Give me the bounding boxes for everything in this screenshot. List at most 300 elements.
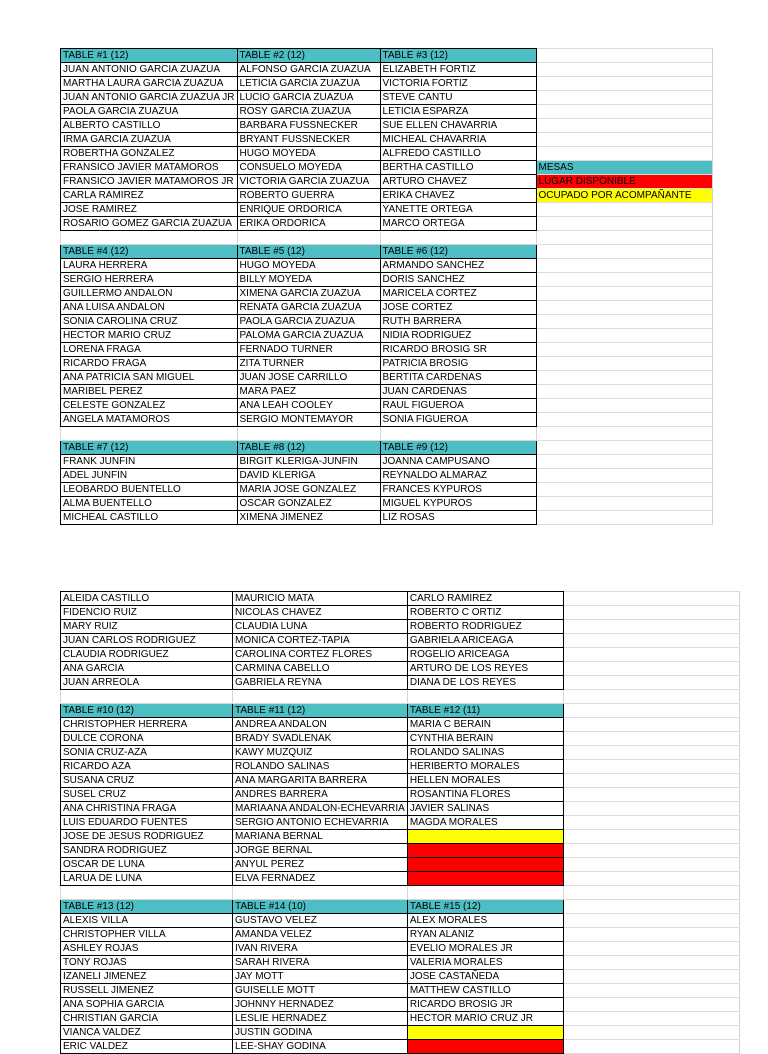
guest-row [61, 147, 713, 161]
guest-row [61, 1026, 740, 1040]
empty-cell[interactable] [536, 469, 712, 483]
guest-cell[interactable]: PALOMA GARCIA ZUAZUA [237, 329, 380, 343]
guest-cell[interactable]: ERIC VALDEZ [61, 1040, 233, 1054]
empty-cell[interactable] [563, 942, 739, 956]
table-header-row [61, 441, 713, 455]
guest-cell[interactable]: STEVE CANTU [380, 91, 536, 105]
guest-cell[interactable]: ALEX MORALES [407, 914, 563, 928]
guest-row [61, 746, 740, 760]
guest-cell[interactable]: ADEL JUNFIN [61, 469, 238, 483]
guest-cell[interactable] [407, 1040, 563, 1054]
guest-row [61, 592, 740, 606]
guest-cell[interactable]: CYNTHIA BERAIN [407, 732, 563, 746]
guest-cell[interactable]: OSCAR DE LUNA [61, 858, 233, 872]
table-header-cell[interactable]: TABLE #13 (12) [61, 900, 233, 914]
guest-cell[interactable]: SARAH RIVERA [233, 956, 408, 970]
guest-cell[interactable]: JOSE CORTEZ [380, 301, 536, 315]
guest-cell[interactable] [407, 1026, 563, 1040]
guest-cell[interactable]: JOHNNY HERNADEZ [233, 998, 408, 1012]
empty-cell[interactable] [380, 427, 536, 441]
empty-cell[interactable] [407, 690, 563, 704]
empty-cell[interactable] [536, 399, 712, 413]
table-header-cell[interactable]: TABLE #7 (12) [61, 441, 238, 455]
guest-row [61, 816, 740, 830]
empty-cell[interactable] [563, 802, 739, 816]
guest-cell[interactable]: ALFONSO GARCIA ZUAZUA [237, 63, 380, 77]
empty-cell[interactable] [563, 984, 739, 998]
empty-cell[interactable] [563, 998, 739, 1012]
empty-cell[interactable] [536, 91, 712, 105]
guest-cell[interactable]: CLAUDIA LUNA [233, 620, 408, 634]
guest-cell[interactable]: JORGE BERNAL [233, 844, 408, 858]
guest-row [61, 718, 740, 732]
table-header-row [61, 245, 713, 259]
guest-cell[interactable]: FRANSICO JAVIER MATAMOROS JR [61, 175, 238, 189]
guest-cell[interactable]: LARUA DE LUNA [61, 872, 233, 886]
guest-cell[interactable]: SONIA CRUZ-AZA [61, 746, 233, 760]
guest-cell[interactable]: JUAN CARLOS RODRIGUEZ [61, 634, 233, 648]
guest-row [61, 774, 740, 788]
guest-cell[interactable]: RICARDO BROSIG JR [407, 998, 563, 1012]
guest-row [61, 315, 713, 329]
guest-cell[interactable]: ROLANDO SALINAS [407, 746, 563, 760]
empty-cell[interactable] [563, 592, 739, 606]
empty-cell[interactable] [563, 816, 739, 830]
guest-cell[interactable]: ERIKA CHAVEZ [380, 189, 536, 203]
guest-cell[interactable]: CARMINA CABELLO [233, 662, 408, 676]
guest-cell[interactable]: FRANSICO JAVIER MATAMOROS [61, 161, 238, 175]
empty-cell[interactable] [536, 231, 712, 245]
guest-cell[interactable]: ENRIQUE ORDORICA [237, 203, 380, 217]
guest-cell[interactable]: GUILLERMO ANDALON [61, 287, 238, 301]
guest-cell[interactable]: HERIBERTO MORALES [407, 760, 563, 774]
guest-cell[interactable]: CHRISTIAN GARCIA [61, 1012, 233, 1026]
guest-cell[interactable]: EVELIO MORALES JR [407, 942, 563, 956]
empty-cell[interactable] [563, 970, 739, 984]
table-header-cell[interactable]: TABLE #8 (12) [237, 441, 380, 455]
empty-cell[interactable] [536, 147, 712, 161]
guest-cell[interactable]: CLAUDIA RODRIGUEZ [61, 648, 233, 662]
guest-cell[interactable]: ARTURO CHAVEZ [380, 175, 536, 189]
guest-cell[interactable]: SUSANA CRUZ [61, 774, 233, 788]
guest-cell[interactable]: FRANK JUNFIN [61, 455, 238, 469]
empty-cell[interactable] [536, 259, 712, 273]
guest-cell[interactable]: ALEXIS VILLA [61, 914, 233, 928]
guest-cell[interactable]: MARA PAEZ [237, 385, 380, 399]
guest-cell[interactable]: XIMENA JIMENEZ [237, 511, 380, 525]
guest-cell[interactable]: ALEIDA CASTILLO [61, 592, 233, 606]
empty-cell[interactable] [563, 774, 739, 788]
empty-cell[interactable] [563, 886, 739, 900]
guest-cell[interactable]: BERTHA CASTILLO [380, 161, 536, 175]
guest-cell[interactable]: GABRIELA ARICEAGA [407, 634, 563, 648]
guest-cell[interactable]: CARLA RAMIREZ [61, 189, 238, 203]
table-header-row [61, 704, 740, 718]
guest-cell[interactable]: MIGUEL KYPUROS [380, 497, 536, 511]
guest-cell[interactable]: CAROLINA CORTEZ FLORES [233, 648, 408, 662]
guest-cell[interactable]: MARCO ORTEGA [380, 217, 536, 231]
empty-cell[interactable] [563, 1026, 739, 1040]
guest-cell[interactable]: REYNALDO ALMARAZ [380, 469, 536, 483]
guest-cell[interactable]: ELIZABETH FORTIZ [380, 63, 536, 77]
guest-cell[interactable]: JOSE RAMIREZ [61, 203, 238, 217]
empty-cell[interactable] [563, 928, 739, 942]
empty-cell[interactable] [563, 606, 739, 620]
guest-cell[interactable]: VALERIA MORALES [407, 956, 563, 970]
guest-cell[interactable]: ROBERTO GUERRA [237, 189, 380, 203]
guest-row [61, 606, 740, 620]
guest-row [61, 343, 713, 357]
empty-cell[interactable] [237, 427, 380, 441]
empty-cell[interactable] [536, 427, 712, 441]
guest-cell[interactable]: SANDRA RODRIGUEZ [61, 844, 233, 858]
table-header-cell[interactable]: TABLE #5 (12) [237, 245, 380, 259]
guest-cell[interactable]: ALMA BUENTELLO [61, 497, 238, 511]
spacer-row [61, 886, 740, 900]
guest-cell[interactable]: ALFREDO CASTILLO [380, 147, 536, 161]
guest-cell[interactable]: PATRICIA BROSIG [380, 357, 536, 371]
guest-cell[interactable]: DULCE CORONA [61, 732, 233, 746]
guest-cell[interactable]: AMANDA VELEZ [233, 928, 408, 942]
guest-cell[interactable]: RAUL FIGUEROA [380, 399, 536, 413]
guest-cell[interactable]: DORIS SANCHEZ [380, 273, 536, 287]
guest-cell[interactable]: DAVID KLERIGA [237, 469, 380, 483]
guest-cell[interactable]: PAOLA GARCIA ZUAZUA [237, 315, 380, 329]
guest-cell[interactable]: ROBERTHA GONZALEZ [61, 147, 238, 161]
guest-row [61, 732, 740, 746]
table-header-cell[interactable]: TABLE #1 (12) [61, 49, 238, 63]
guest-cell[interactable]: ANDRES BARRERA [233, 788, 408, 802]
guest-cell[interactable] [407, 844, 563, 858]
guest-cell[interactable]: SUSEL CRUZ [61, 788, 233, 802]
guest-cell[interactable]: MAURICIO MATA [233, 592, 408, 606]
guest-cell[interactable]: MARIA C BERAIN [407, 718, 563, 732]
empty-cell[interactable] [536, 413, 712, 427]
legend-title[interactable]: MESAS [536, 161, 712, 175]
empty-cell[interactable] [233, 886, 408, 900]
table-header-cell[interactable]: TABLE #9 (12) [380, 441, 536, 455]
guest-cell[interactable]: RYAN ALANIZ [407, 928, 563, 942]
guest-cell[interactable]: CELESTE GONZALEZ [61, 399, 238, 413]
guest-cell[interactable]: MATTHEW CASTILLO [407, 984, 563, 998]
empty-cell[interactable] [536, 301, 712, 315]
guest-cell[interactable]: ANA MARGARITA BARRERA [233, 774, 408, 788]
table-header-cell[interactable]: TABLE #15 (12) [407, 900, 563, 914]
guest-cell[interactable]: FERNADO TURNER [237, 343, 380, 357]
guest-cell[interactable]: MICHEAL CHAVARRIA [380, 133, 536, 147]
guest-cell[interactable]: ANA GARCIA [61, 662, 233, 676]
guest-cell[interactable]: RUTH BARRERA [380, 315, 536, 329]
guest-cell[interactable]: LETICIA GARCIA ZUAZUA [237, 77, 380, 91]
guest-cell[interactable]: HECTOR MARIO CRUZ [61, 329, 238, 343]
empty-cell[interactable] [563, 634, 739, 648]
empty-cell[interactable] [536, 441, 712, 455]
table-header-cell[interactable]: TABLE #6 (12) [380, 245, 536, 259]
empty-cell[interactable] [563, 746, 739, 760]
empty-cell[interactable] [536, 217, 712, 231]
empty-cell[interactable] [563, 914, 739, 928]
guest-cell[interactable]: ERIKA ORDORICA [237, 217, 380, 231]
table-header-cell[interactable]: TABLE #10 (12) [61, 704, 233, 718]
guest-cell[interactable]: CHRISTOPHER VILLA [61, 928, 233, 942]
guest-cell[interactable]: MARTHA LAURA GARCIA ZUAZUA [61, 77, 238, 91]
guest-cell[interactable]: RUSSELL JIMENEZ [61, 984, 233, 998]
empty-cell[interactable] [536, 497, 712, 511]
guest-cell[interactable]: SUE ELLEN CHAVARRIA [380, 119, 536, 133]
guest-cell[interactable]: ROBERTO RODRIGUEZ [407, 620, 563, 634]
guest-cell[interactable]: RENATA GARCIA ZUAZUA [237, 301, 380, 315]
empty-cell[interactable] [563, 690, 739, 704]
guest-cell[interactable]: KAWY MUZQUIZ [233, 746, 408, 760]
guest-cell[interactable]: MAGDA MORALES [407, 816, 563, 830]
table-header-cell[interactable]: TABLE #2 (12) [237, 49, 380, 63]
empty-cell[interactable] [563, 704, 739, 718]
guest-cell[interactable]: ROBERTO C ORTIZ [407, 606, 563, 620]
guest-cell[interactable]: ROSY GARCIA ZUAZUA [237, 105, 380, 119]
guest-cell[interactable]: JOSE DE JESUS RODRIGUEZ [61, 830, 233, 844]
guest-cell[interactable]: ROSARIO GOMEZ GARCIA ZUAZUA [61, 217, 238, 231]
guest-cell[interactable]: NICOLAS CHAVEZ [233, 606, 408, 620]
guest-cell[interactable]: VICTORIA GARCIA ZUAZUA [237, 175, 380, 189]
empty-cell[interactable] [563, 620, 739, 634]
guest-cell[interactable]: CARLO RAMIREZ [407, 592, 563, 606]
guest-cell[interactable]: LETICIA ESPARZA [380, 105, 536, 119]
guest-cell[interactable]: MICHEAL CASTILLO [61, 511, 238, 525]
empty-cell[interactable] [563, 872, 739, 886]
guest-cell[interactable]: JAY MOTT [233, 970, 408, 984]
empty-cell[interactable] [536, 273, 712, 287]
guest-row [61, 273, 713, 287]
guest-cell[interactable]: MARIA JOSE GONZALEZ [237, 483, 380, 497]
guest-cell[interactable]: HECTOR MARIO CRUZ JR [407, 1012, 563, 1026]
empty-cell[interactable] [233, 690, 408, 704]
guest-cell[interactable] [407, 830, 563, 844]
guest-cell[interactable]: BILLY MOYEDA [237, 273, 380, 287]
empty-cell[interactable] [563, 662, 739, 676]
guest-cell[interactable]: NIDIA RODRIGUEZ [380, 329, 536, 343]
guest-row [61, 217, 713, 231]
guest-cell[interactable]: ROGELIO ARICEAGA [407, 648, 563, 662]
guest-cell[interactable]: LAURA HERRERA [61, 259, 238, 273]
empty-cell[interactable] [536, 105, 712, 119]
guest-row [61, 77, 713, 91]
guest-cell[interactable]: ROLANDO SALINAS [233, 760, 408, 774]
guest-cell[interactable] [407, 872, 563, 886]
table-header-cell[interactable]: TABLE #4 (12) [61, 245, 238, 259]
empty-cell[interactable] [536, 63, 712, 77]
guest-cell[interactable]: MARIAANA ANDALON-ECHEVARRIA [233, 802, 408, 816]
guest-cell[interactable]: RICARDO AZA [61, 760, 233, 774]
guest-cell[interactable]: IVAN RIVERA [233, 942, 408, 956]
empty-cell[interactable] [563, 956, 739, 970]
empty-cell[interactable] [563, 1012, 739, 1026]
guest-cell[interactable] [407, 858, 563, 872]
guest-cell[interactable]: GABRIELA REYNA [233, 676, 408, 690]
table-header-cell[interactable]: TABLE #3 (12) [380, 49, 536, 63]
empty-cell[interactable] [563, 732, 739, 746]
guest-cell[interactable]: ARMANDO SANCHEZ [380, 259, 536, 273]
guest-cell[interactable]: MARIBEL PEREZ [61, 385, 238, 399]
guest-cell[interactable]: LIZ ROSAS [380, 511, 536, 525]
empty-cell[interactable] [536, 119, 712, 133]
guest-cell[interactable]: ANA SOPHIA GARCIA [61, 998, 233, 1012]
guest-cell[interactable]: ASHLEY ROJAS [61, 942, 233, 956]
empty-cell[interactable] [536, 245, 712, 259]
guest-cell[interactable]: VIANCA VALDEZ [61, 1026, 233, 1040]
empty-cell[interactable] [380, 231, 536, 245]
guest-cell[interactable]: ANA CHRISTINA FRAGA [61, 802, 233, 816]
guest-cell[interactable]: ANA PATRICIA SAN MIGUEL [61, 371, 238, 385]
guest-cell[interactable]: SONIA CAROLINA CRUZ [61, 315, 238, 329]
guest-cell[interactable]: LEE-SHAY GODINA [233, 1040, 408, 1054]
guest-cell[interactable]: ANGELA MATAMOROS [61, 413, 238, 427]
guest-row [61, 1012, 740, 1026]
guest-cell[interactable]: MARIANA BERNAL [233, 830, 408, 844]
guest-cell[interactable]: BRYANT FUSSNECKER [237, 133, 380, 147]
guest-cell[interactable]: JOSE CASTAÑEDA [407, 970, 563, 984]
guest-cell[interactable]: JUAN JOSE CARRILLO [237, 371, 380, 385]
guest-cell[interactable]: LORENA FRAGA [61, 343, 238, 357]
empty-cell[interactable] [61, 690, 233, 704]
guest-cell[interactable]: LUIS EDUARDO FUENTES [61, 816, 233, 830]
empty-cell[interactable] [563, 676, 739, 690]
legend-available[interactable]: LUGAR DISPONIBLE [536, 175, 712, 189]
guest-cell[interactable]: JUAN ANTONIO GARCIA ZUAZUA [61, 63, 238, 77]
empty-cell[interactable] [61, 231, 238, 245]
guest-cell[interactable]: LEOBARDO BUENTELLO [61, 483, 238, 497]
guest-cell[interactable]: MARICELA CORTEZ [380, 287, 536, 301]
guest-cell[interactable]: SERGIO ANTONIO ECHEVARRIA [233, 816, 408, 830]
empty-cell[interactable] [563, 718, 739, 732]
empty-cell[interactable] [536, 287, 712, 301]
table-header-row [61, 900, 740, 914]
guest-cell[interactable]: ANA LUISA ANDALON [61, 301, 238, 315]
empty-cell[interactable] [563, 858, 739, 872]
guest-cell[interactable]: OSCAR GONZALEZ [237, 497, 380, 511]
empty-cell[interactable] [563, 830, 739, 844]
empty-cell[interactable] [563, 760, 739, 774]
empty-cell[interactable] [563, 1040, 739, 1054]
empty-cell[interactable] [563, 648, 739, 662]
guest-cell[interactable]: IRMA GARCIA ZUAZUA [61, 133, 238, 147]
guest-cell[interactable]: JUAN ANTONIO GARCIA ZUAZUA JR [61, 91, 238, 105]
legend-companion[interactable]: OCUPADO POR ACOMPAÑANTE [536, 189, 712, 203]
guest-cell[interactable]: RICARDO BROSIG SR [380, 343, 536, 357]
table-header-cell[interactable]: TABLE #12 (11) [407, 704, 563, 718]
guest-cell[interactable]: RICARDO FRAGA [61, 357, 238, 371]
guest-cell[interactable]: GUSTAVO VELEZ [233, 914, 408, 928]
guest-cell[interactable]: HUGO MOYEDA [237, 147, 380, 161]
guest-cell[interactable]: JUSTIN GODINA [233, 1026, 408, 1040]
guest-cell[interactable]: ALBERTO CASTILLO [61, 119, 238, 133]
guest-row [61, 844, 740, 858]
guest-cell[interactable]: BRADY SVADLENAK [233, 732, 408, 746]
guest-cell[interactable]: DIANA DE LOS REYES [407, 676, 563, 690]
empty-cell[interactable] [237, 231, 380, 245]
empty-cell[interactable] [536, 483, 712, 497]
guest-cell[interactable]: JUAN CARDENAS [380, 385, 536, 399]
empty-cell[interactable] [536, 343, 712, 357]
guest-cell[interactable]: MARY RUIZ [61, 620, 233, 634]
guest-cell[interactable]: IZANELI JIMENEZ [61, 970, 233, 984]
guest-cell[interactable]: ZITA TURNER [237, 357, 380, 371]
guest-row [61, 385, 713, 399]
guest-cell[interactable]: LUCIO GARCIA ZUAZUA [237, 91, 380, 105]
empty-cell[interactable] [563, 900, 739, 914]
guest-cell[interactable]: ANYUL PEREZ [233, 858, 408, 872]
guest-cell[interactable]: JOANNA CAMPUSANO [380, 455, 536, 469]
guest-row [61, 620, 740, 634]
guest-cell[interactable]: CHRISTOPHER HERRERA [61, 718, 233, 732]
guest-cell[interactable]: ROSANTINA FLORES [407, 788, 563, 802]
guest-row [61, 455, 713, 469]
empty-cell[interactable] [536, 455, 712, 469]
guest-cell[interactable]: ELVA FERNADEZ [233, 872, 408, 886]
guest-row [61, 371, 713, 385]
empty-cell[interactable] [536, 371, 712, 385]
empty-cell[interactable] [536, 77, 712, 91]
empty-cell[interactable] [536, 315, 712, 329]
guest-cell[interactable]: HELLEN MORALES [407, 774, 563, 788]
guest-cell[interactable]: HUGO MOYEDA [237, 259, 380, 273]
guest-cell[interactable]: BERTITA CARDENAS [380, 371, 536, 385]
guest-cell[interactable]: XIMENA GARCIA ZUAZUA [237, 287, 380, 301]
guest-cell[interactable]: FRANCES KYPUROS [380, 483, 536, 497]
empty-cell[interactable] [563, 788, 739, 802]
guest-row [61, 203, 713, 217]
guest-cell[interactable]: ARTURO DE LOS REYES [407, 662, 563, 676]
guest-cell[interactable]: CONSUELO MOYEDA [237, 161, 380, 175]
empty-cell[interactable] [61, 427, 238, 441]
empty-cell[interactable] [536, 511, 712, 525]
guest-cell[interactable]: BIRGIT KLERIGA-JUNFIN [237, 455, 380, 469]
guest-cell[interactable]: SONIA FIGUEROA [380, 413, 536, 427]
guest-cell[interactable]: ANA LEAH COOLEY [237, 399, 380, 413]
guest-cell[interactable]: VICTORIA FORTIZ [380, 77, 536, 91]
table-header-cell[interactable]: TABLE #14 (10) [233, 900, 408, 914]
empty-cell[interactable] [536, 49, 712, 63]
empty-cell[interactable] [61, 886, 233, 900]
guest-row [61, 483, 713, 497]
guest-cell[interactable]: PAOLA GARCIA ZUAZUA [61, 105, 238, 119]
guest-row [61, 956, 740, 970]
guest-cell[interactable]: BARBARA FUSSNECKER [237, 119, 380, 133]
guest-cell[interactable]: YANETTE ORTEGA [380, 203, 536, 217]
guest-row [61, 830, 740, 844]
table-header-cell[interactable]: TABLE #11 (12) [233, 704, 408, 718]
guest-cell[interactable]: ANDREA ANDALON [233, 718, 408, 732]
empty-cell[interactable] [407, 886, 563, 900]
guest-cell[interactable]: JUAN ARREOLA [61, 676, 233, 690]
guest-cell[interactable]: JAVIER SALINAS [407, 802, 563, 816]
guest-row [61, 189, 713, 203]
empty-cell[interactable] [536, 329, 712, 343]
empty-cell[interactable] [536, 133, 712, 147]
guest-cell[interactable]: GUISELLE MOTT [233, 984, 408, 998]
empty-cell[interactable] [536, 203, 712, 217]
empty-cell[interactable] [563, 844, 739, 858]
empty-cell[interactable] [536, 357, 712, 371]
guest-cell[interactable]: SERGIO HERRERA [61, 273, 238, 287]
guest-cell[interactable]: LESLIE HERNADEZ [233, 1012, 408, 1026]
guest-cell[interactable]: TONY ROJAS [61, 956, 233, 970]
empty-cell[interactable] [536, 385, 712, 399]
guest-cell[interactable]: FIDENCIO RUIZ [61, 606, 233, 620]
guest-cell[interactable]: MONICA CORTEZ-TAPIA [233, 634, 408, 648]
seating-sheet-top [60, 48, 713, 525]
guest-cell[interactable]: SERGIO MONTEMAYOR [237, 413, 380, 427]
guest-row [61, 998, 740, 1012]
